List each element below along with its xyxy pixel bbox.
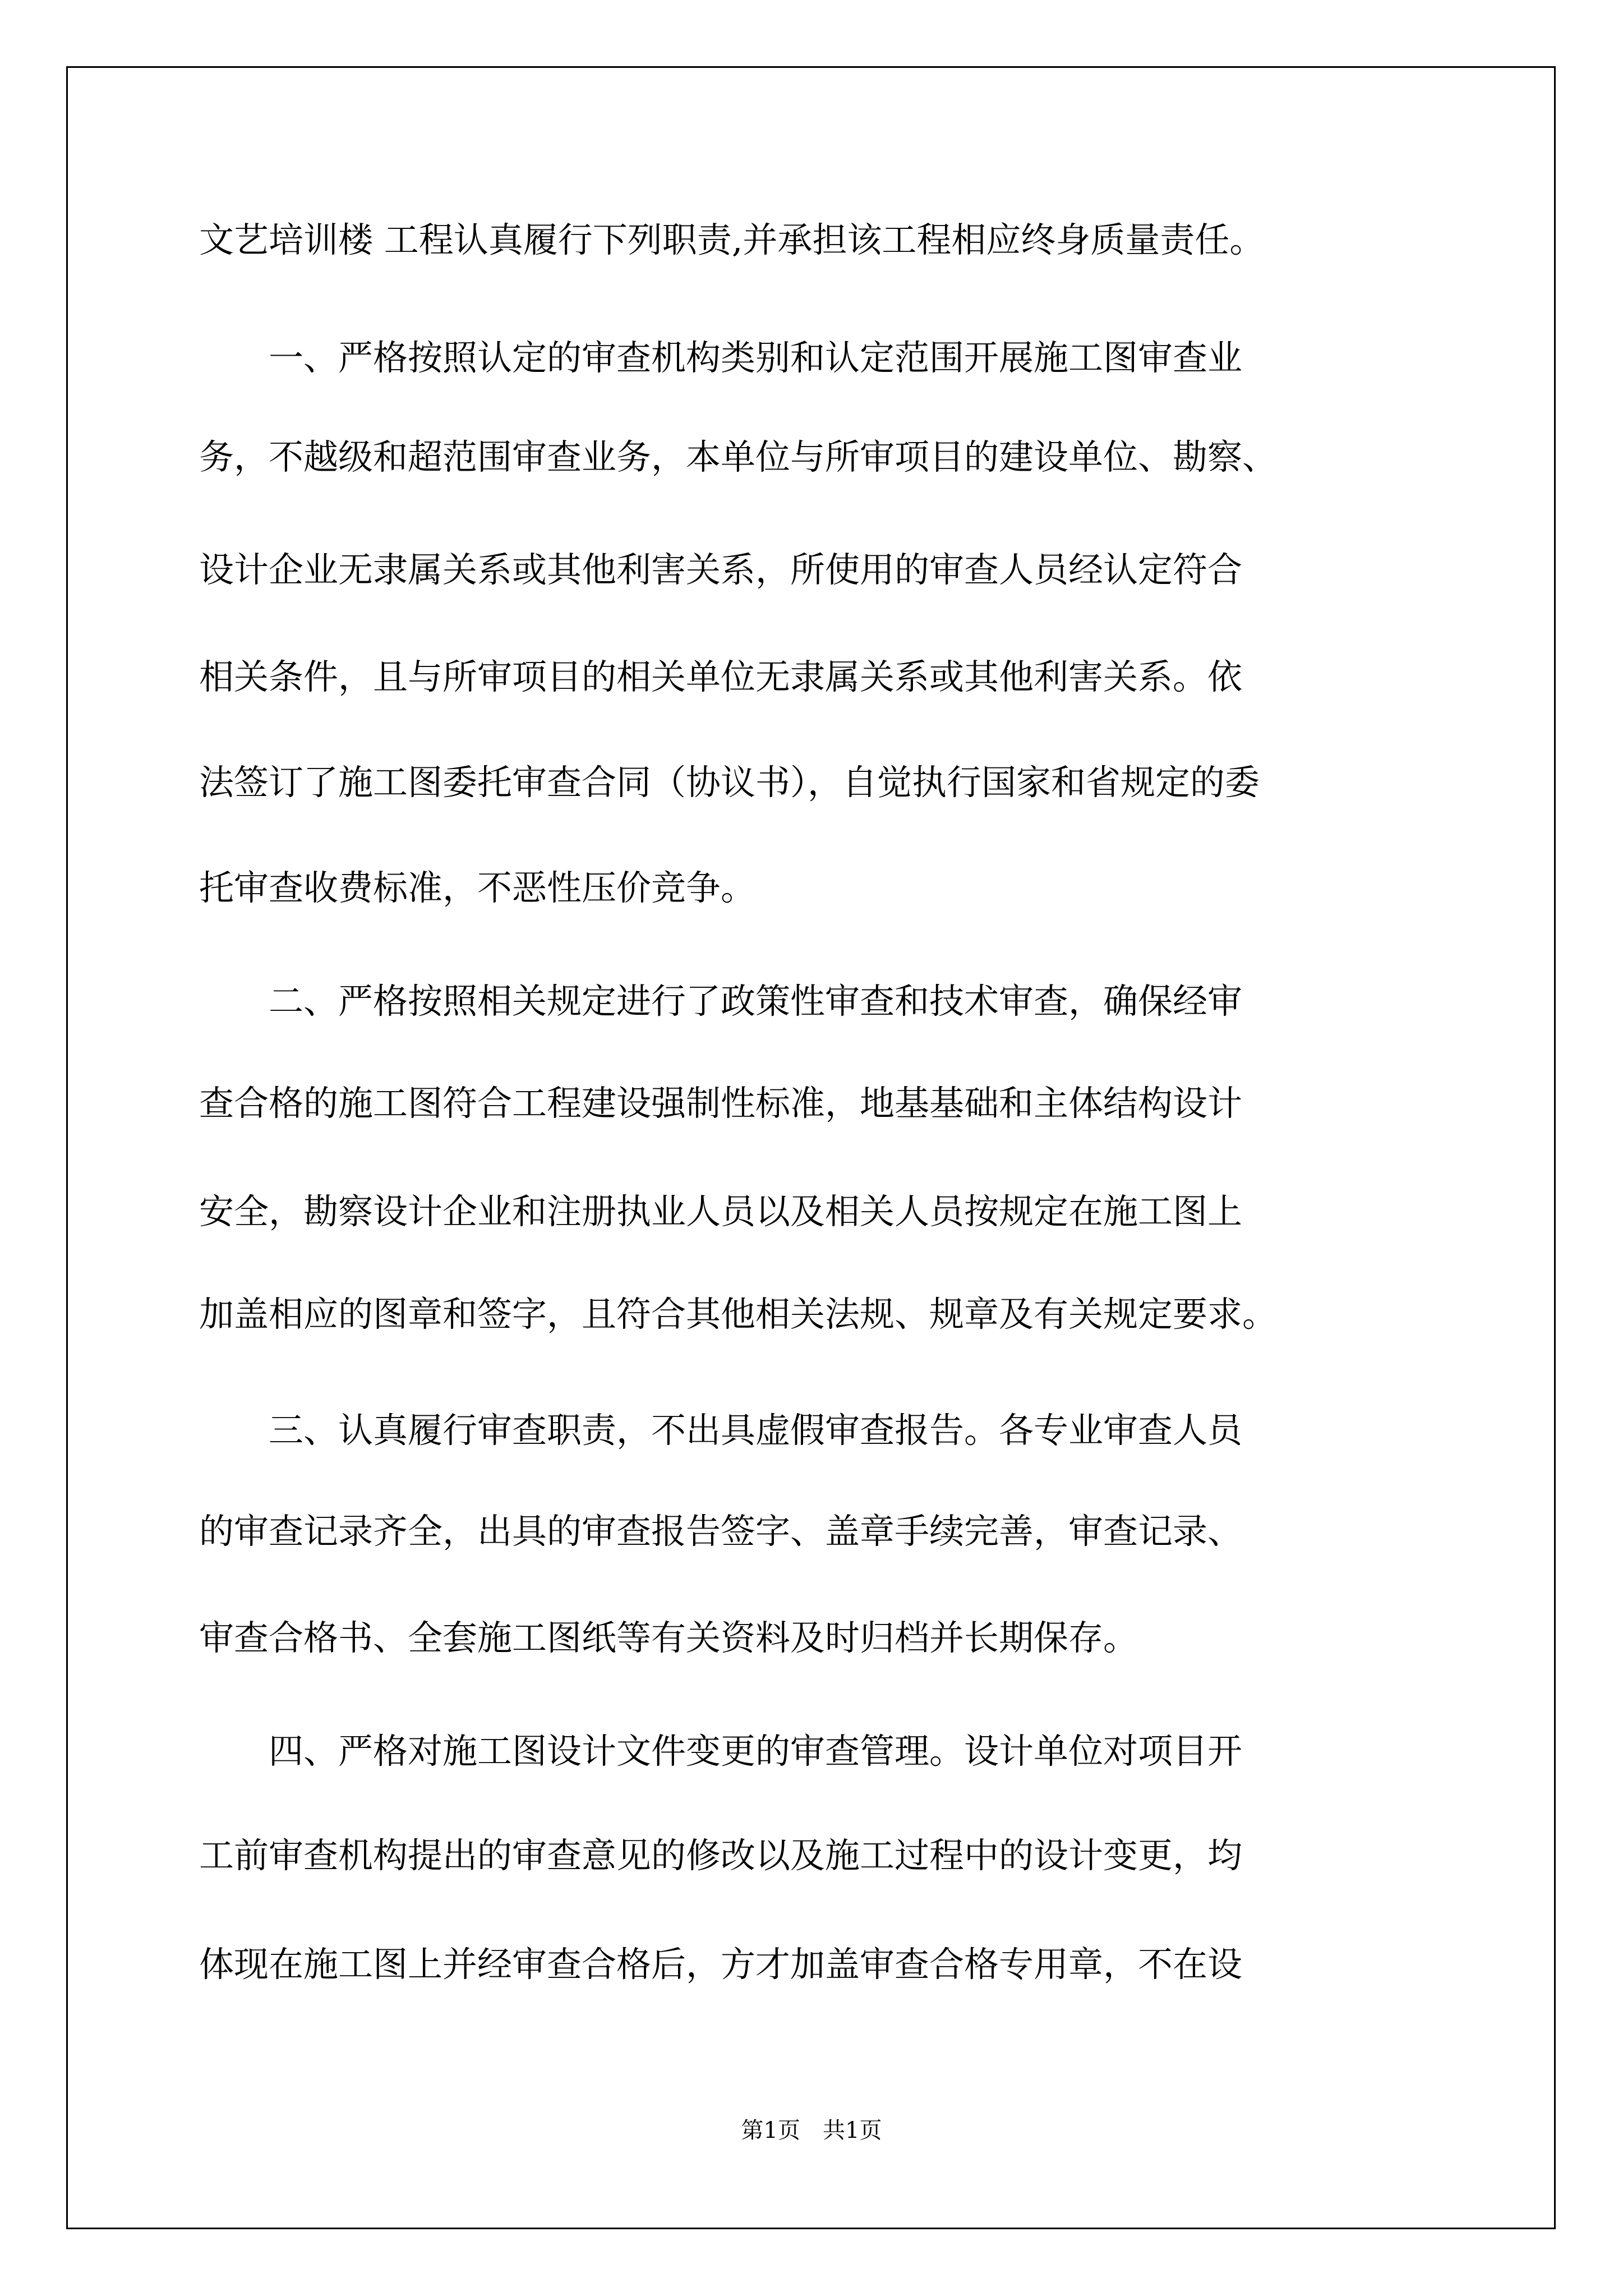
body-text-line: 安全，勘察设计企业和注册执业人员以及相关人员按规定在施工图上 bbox=[199, 1191, 1243, 1232]
body-text-line: 一、严格按照认定的审查机构类别和认定范围开展施工图审查业 bbox=[199, 337, 1243, 378]
body-text-line: 法签订了施工图委托审查合同（协议书），自觉执行国家和省规定的委 bbox=[199, 762, 1260, 803]
body-text-line: 的审查记录齐全，出具的审查报告签字、盖章手续完善，审查记录、 bbox=[199, 1511, 1243, 1552]
body-text-line: 审查合格书、全套施工图纸等有关资料及时归档并长期保存。 bbox=[199, 1617, 1138, 1658]
body-text-line: 加盖相应的图章和签字，且符合其他相关法规、规章及有关规定要求。 bbox=[199, 1294, 1278, 1335]
body-text-line: 托审查收费标准，不恶性压价竞争。 bbox=[199, 867, 756, 908]
body-text-line: 相关条件，且与所审项目的相关单位无隶属关系或其他利害关系。依 bbox=[199, 656, 1243, 697]
body-text-line: 二、严格按照相关规定进行了政策性审查和技术审查，确保经审 bbox=[199, 981, 1243, 1022]
body-text-line: 工前审查机构提出的审查意见的修改以及施工过程中的设计变更，均 bbox=[199, 1835, 1243, 1876]
body-text-line: 务，不越级和超范围审查业务，本单位与所审项目的建设单位、勘察、 bbox=[199, 436, 1278, 477]
body-text-line: 三、认真履行审查职责，不出具虚假审查报告。各专业审查人员 bbox=[199, 1410, 1243, 1451]
body-text-line: 四、严格对施工图设计文件变更的审查管理。设计单位对项目开 bbox=[199, 1731, 1243, 1772]
page-footer: 第1页 共1页 bbox=[741, 2118, 882, 2143]
body-text-line: 设计企业无隶属关系或其他利害关系，所使用的审查人员经认定符合 bbox=[199, 549, 1243, 590]
page-border bbox=[66, 66, 1556, 2229]
body-text-line: 查合格的施工图符合工程建设强制性标准，地基基础和主体结构设计 bbox=[199, 1083, 1243, 1124]
body-text-line: 体现在施工图上并经审查合格后，方才加盖审查合格专用章，不在设 bbox=[199, 1944, 1243, 1985]
body-text-line: 文艺培训楼 工程认真履行下列职责,并承担该工程相应终身质量责任。 bbox=[199, 219, 1265, 260]
